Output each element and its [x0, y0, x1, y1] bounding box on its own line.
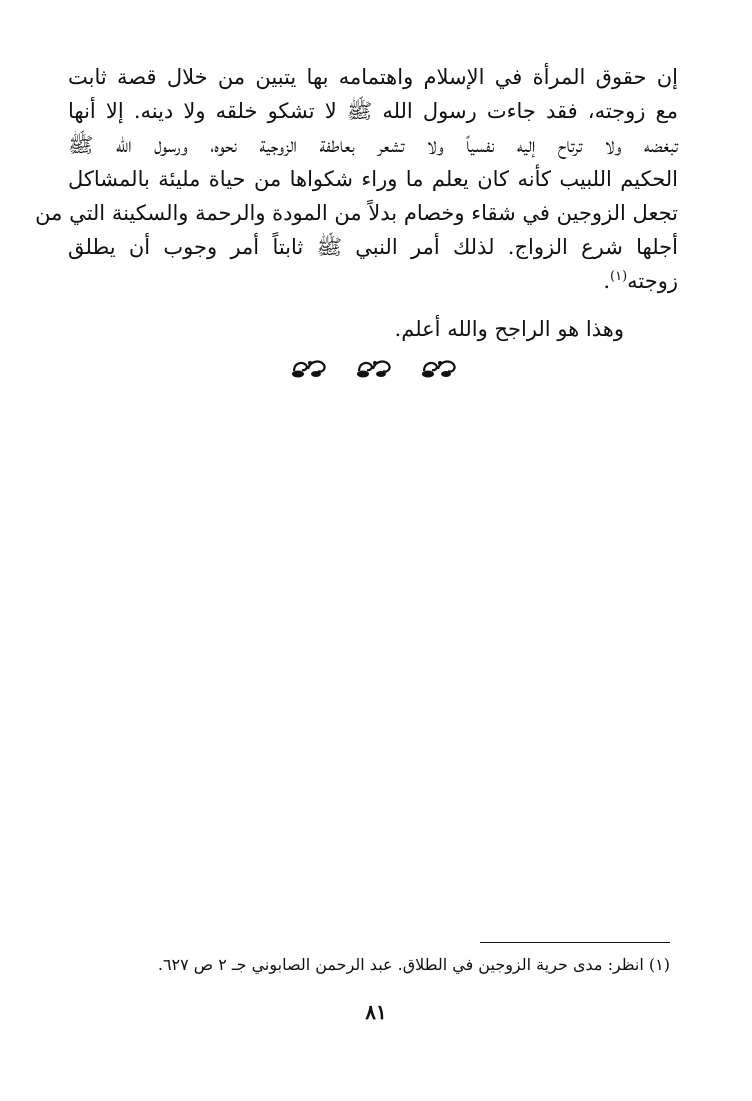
paragraph-line: تجعل الزوجين في شقاء وخصام بدلاً من المودة والرحمة والسكينة التي من [35, 201, 678, 225]
floral-ornament-icon [353, 355, 393, 379]
paragraph-last-line [68, 264, 678, 298]
paragraph-line: إن حقوق المرأة في الإسلام واهتمامه بها يتبين من خلال قصة ثابت [68, 65, 678, 89]
page-number: ٨١ [365, 1000, 387, 1024]
footnote: (١) انظر: مدى حرية الزوجين في الطلاق. عبد الرحمن الصابوني جـ ٢ ص ٦٢٧. [157, 955, 670, 974]
main-paragraph [35, 60, 678, 298]
footnote-reference[interactable]: (١) [610, 269, 628, 284]
paragraph-line: أجلها شرع الزواج. لذلك أمر النبي ﷺ ثابتاً أمر وجوب أن يطلق [68, 235, 678, 259]
paragraph-line: تبغضه ولا ترتاح إليه نفسياً ولا تشعر بعاطفة الزوجية نحوه، ورسول الله ﷺ [68, 133, 678, 157]
last-line-text: زوجته [627, 269, 678, 293]
last-line-end: . [603, 269, 610, 293]
floral-ornament-icon [418, 355, 458, 379]
paragraph-line: مع زوجته، فقد جاءت رسول الله ﷺ لا تشكو خلقه ولا دينه. إلا أنها [68, 99, 678, 123]
footnote-separator [480, 942, 670, 943]
section-divider-ornaments [288, 352, 458, 382]
paragraph-line: الحكيم اللبيب كأنه كان يعلم ما وراء شكواها من حياة مليئة بالمشاكل [68, 167, 678, 191]
floral-ornament-icon [288, 355, 328, 379]
conclusion-line: وهذا هو الراجح والله أعلم. [394, 317, 624, 341]
